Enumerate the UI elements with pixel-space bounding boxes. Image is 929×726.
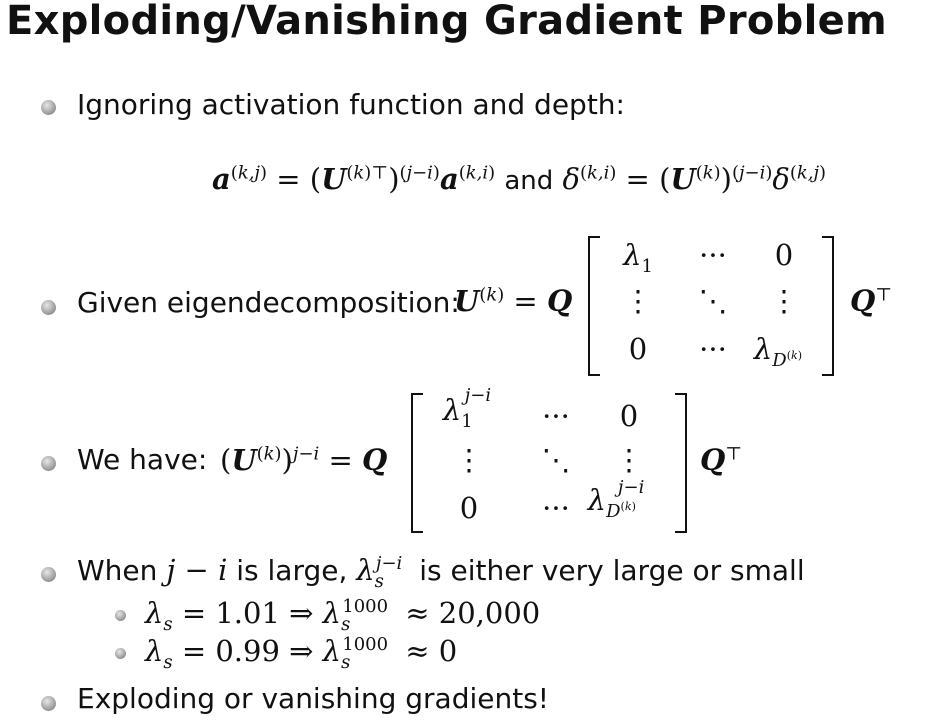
bullet-3-text: We have:	[77, 443, 208, 476]
bullet-5-text: Exploding or vanishing gradients!	[77, 682, 550, 715]
bullet-2-marker	[41, 300, 56, 315]
q-transpose-2: Q⊤	[700, 443, 743, 477]
bullet-1-text: Ignoring activation function and depth:	[77, 88, 625, 121]
page-title: Exploding/Vanishing Gradient Problem	[6, 0, 888, 44]
sub-bullet-2-marker	[115, 648, 126, 659]
sub-bullet-2-equation: $\lambda_s = 0.99$ ⇒ $\lambda_s^{1000} \approx 0$	[145, 634, 458, 673]
power-lhs: $(U^{(k)})^{j-i} = Q$	[220, 443, 388, 477]
eigenvalue-matrix: $\lambda_1$ ··· 0 ⋮ ⋱ ⋮ 0 ··· $\lambda_{D^{(k)}}$	[588, 236, 834, 376]
bullet-4-text: When j − i is large, $\lambda_s^{j-i}$ is either very large or small	[77, 553, 805, 592]
bullet-4-when: When	[77, 554, 158, 587]
sub-bullet-1-equation: $\lambda_s = 1.01$ ⇒ $\lambda_s^{1000} \approx 20,000$	[145, 596, 541, 635]
q-transpose-1: Q⊤	[850, 284, 893, 318]
bullet-2-text: Given eigendecomposition:	[77, 286, 460, 319]
bullet-5-marker	[41, 696, 56, 711]
bullet-4-is-large: is large,	[236, 554, 348, 587]
bullet-3-marker	[41, 456, 56, 471]
eigendecomposition-lhs: $U^{(k)} = Q$	[454, 284, 573, 318]
eigenvalue-power-matrix: $\lambda_1^{j-i}$ ··· 0 ⋮ ⋱ ⋮ 0 ··· $\lambda_{D^{(k)}}^{j-i}$	[411, 393, 687, 533]
sub-bullet-1-value: 20,000	[438, 596, 541, 630]
sub-bullet-1-marker	[115, 610, 126, 621]
bullet-4-either: is either very large or small	[419, 554, 805, 587]
bullet-4-marker	[41, 567, 56, 582]
bullet-1-marker	[41, 100, 56, 115]
equation-and-text: and	[504, 166, 554, 196]
equation-activation-delta: $a^{(k,j)} = (U^{(k)⊤})^{(j-i)}a^{(k,i)}$ and $\delta^{(k,i)} = (U^{(k)})^{(j-i)}\delta^{(k,j)}$	[212, 162, 827, 196]
